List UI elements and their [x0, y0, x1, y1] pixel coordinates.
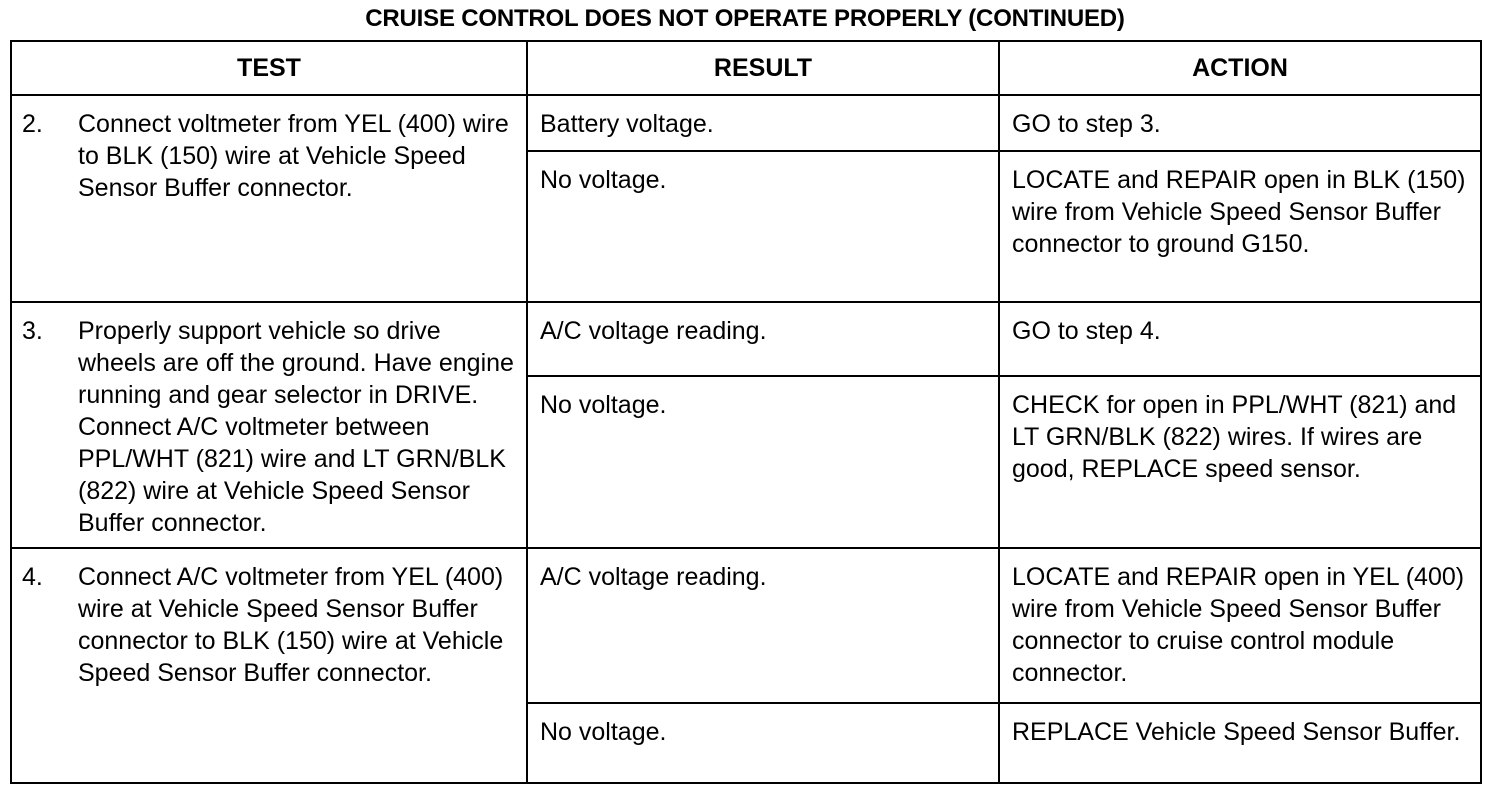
- action-cell: LOCATE and REPAIR open in BLK (150) wire from Vehicle Speed Sensor Buffer connector to ground G150.: [999, 151, 1481, 301]
- action-cell: GO to step 3.: [999, 95, 1481, 151]
- step-number: 2.: [22, 110, 43, 138]
- action-cell: GO to step 4.: [999, 302, 1481, 376]
- result-cell: Battery voltage.: [527, 95, 999, 151]
- result-cell: No voltage.: [527, 703, 999, 783]
- table-row: [11, 302, 1481, 376]
- action-cell: LOCATE and REPAIR open in YEL (400) wire from Vehicle Speed Sensor Buffer connector to cruise control module connector.: [999, 548, 1481, 702]
- test-text: Properly support vehicle so drive wheels are off the ground. Have engine running and gear selector in DRIVE. Connect A/C voltmeter between PPL/WHT (821) wire and LT GRN/BLK (822) wire at Vehicle Speed Sensor Buffer connector.: [78, 316, 514, 537]
- result-cell: No voltage.: [527, 376, 999, 549]
- test-text: Connect voltmeter from YEL (400) wire to BLK (150) wire at Vehicle Speed Sensor Buffer connector.: [78, 110, 509, 202]
- result-cell: A/C voltage reading.: [527, 302, 999, 376]
- step-number: 4.: [22, 563, 43, 592]
- action-cell: CHECK for open in PPL/WHT (821) and LT GRN/BLK (822) wires. If wires are good, REPLACE speed sensor.: [999, 376, 1481, 549]
- step-number: 3.: [22, 316, 43, 345]
- action-cell: REPLACE Vehicle Speed Sensor Buffer.: [999, 703, 1481, 783]
- header-result: RESULT: [527, 41, 999, 95]
- table-row: [11, 548, 1481, 702]
- header-test: TEST: [11, 41, 527, 95]
- document-title: CRUISE CONTROL DOES NOT OPERATE PROPERLY (CONTINUED): [365, 5, 1125, 32]
- diagnostic-table: [10, 40, 1482, 784]
- test-text: Connect A/C voltmeter from YEL (400) wire at Vehicle Speed Sensor Buffer connector to BLK (150) wire at Vehicle Speed Sensor Buffer connector.: [78, 563, 504, 688]
- result-cell: A/C voltage reading.: [527, 548, 999, 702]
- table-row: [11, 95, 1481, 151]
- test-cell-step-3: [11, 302, 527, 549]
- header-action: ACTION: [999, 41, 1481, 95]
- test-cell-step-2: [11, 95, 527, 302]
- table-header-row: [11, 41, 1481, 95]
- result-cell: No voltage.: [527, 151, 999, 301]
- test-cell-step-4: [11, 548, 527, 783]
